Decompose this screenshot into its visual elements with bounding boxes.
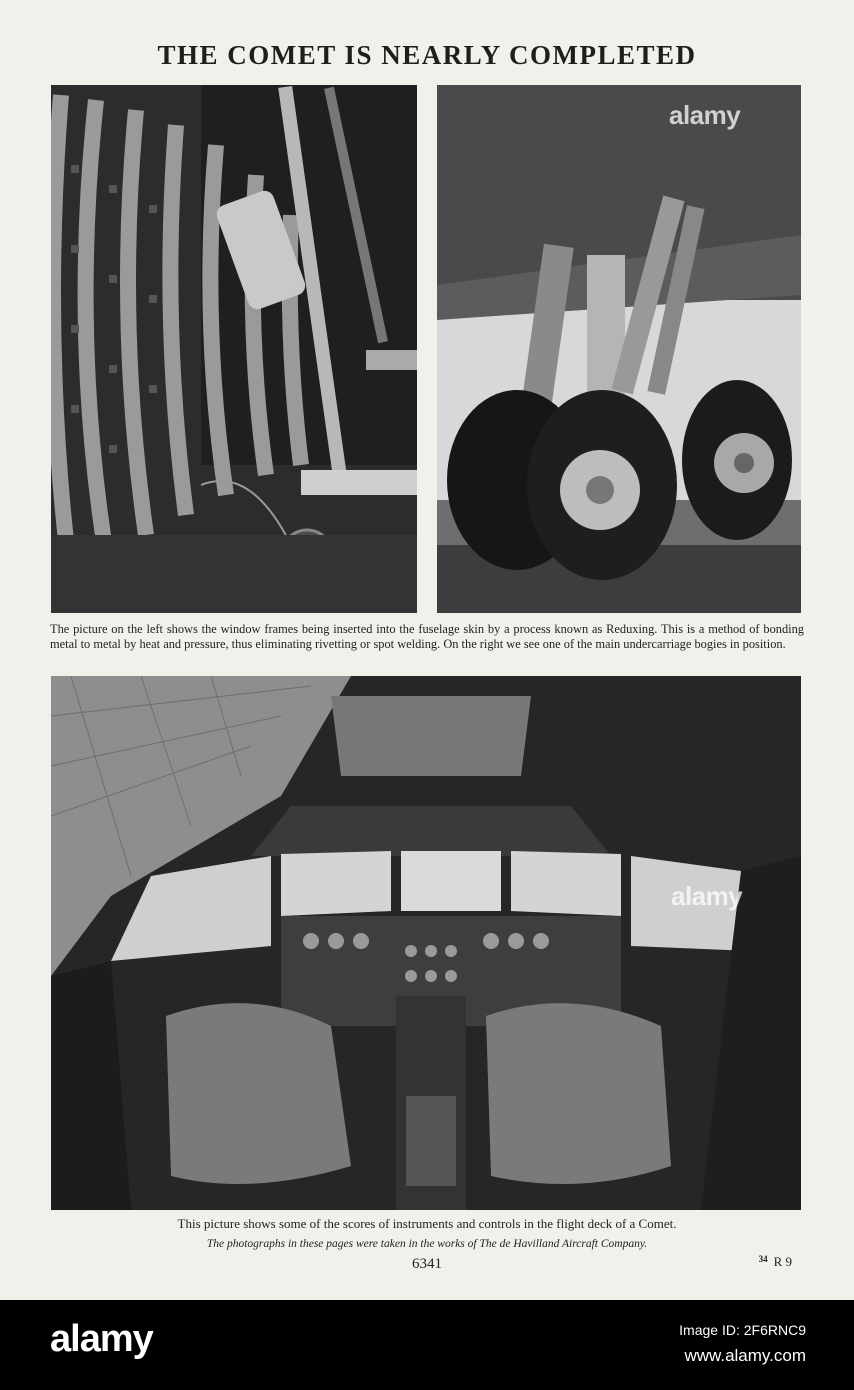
page-reference [759,1254,792,1270]
page-title: THE COMET IS NEARLY COMPLETED [157,40,697,70]
caption-top: The picture on the left shows the window frames being inserted into the fuselage skin by a process known as Reduxing. This is a method of bonding metal to metal by heat and pressure, thus eliminating rivetting or spot welding. On the right we see one of the main undercarriage bogies in position. [50,622,804,651]
photo-undercarriage-bogie [437,85,801,613]
photo-flight-deck [51,676,801,1210]
photo-credit: The photographs in these pages were taken in the works of The de Havilland Aircraft Company. [206,1238,648,1250]
alamy-watermark-bottom: alamy [671,881,743,911]
page-reference-code: R 9 [773,1254,792,1269]
alamy-logo: alamy [50,1318,153,1360]
alamy-watermark-right: alamy [669,100,741,130]
photo-fuselage-window-frames [51,85,417,613]
flight-deck-illustration [51,676,801,1210]
caption-bottom: This picture shows some of the scores of instruments and controls in the flight deck of a Comet. [177,1216,677,1231]
fuselage-illustration [51,85,417,613]
site-url: www.alamy.com [684,1346,806,1365]
image-id: Image ID: 2F6RNC9 [679,1322,806,1338]
undercarriage-illustration [437,85,801,613]
page-number: 6341 [412,1256,442,1272]
page-reference-small: 34 [758,1254,768,1264]
